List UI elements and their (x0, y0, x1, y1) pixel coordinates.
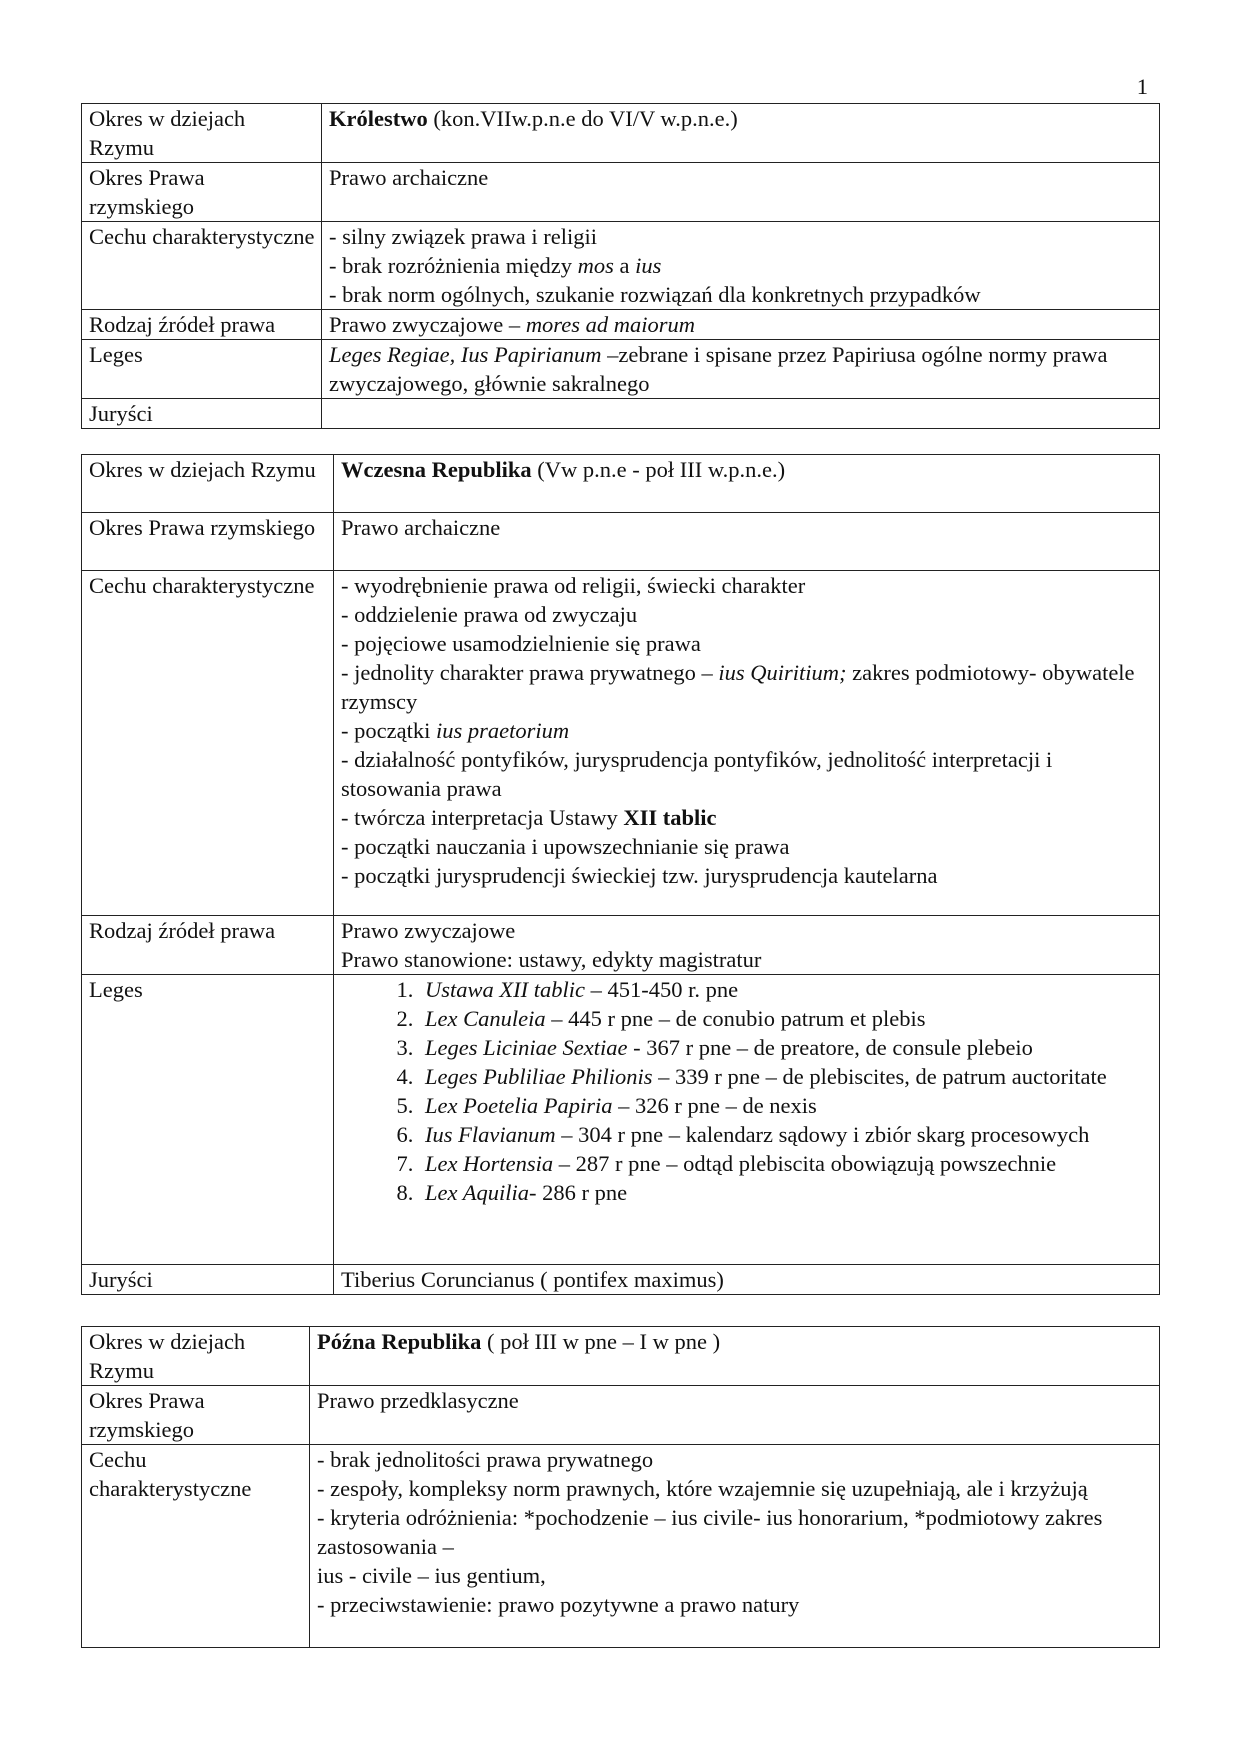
table-row (82, 513, 1160, 571)
list-item (419, 1149, 1153, 1178)
lex-details: – 339 r pne – de plebiscites, de patrum auctoritate (652, 1064, 1107, 1089)
text-line (329, 251, 1153, 280)
italic-text: mores ad maiorum (525, 312, 695, 337)
table-row (82, 222, 1160, 310)
table-row (82, 104, 1160, 163)
text-line (341, 803, 1153, 832)
text-segment: zakres podmiotowy- obywatele rzymscy (341, 660, 1135, 714)
period-title: Królestwo (329, 106, 428, 131)
text-line (341, 658, 1153, 716)
italic-text: ius (635, 253, 662, 278)
period-title-cell (310, 1327, 1160, 1386)
lex-name: Leges Publiliae Philionis (425, 1064, 653, 1089)
text-segment: - twórcza interpretacja Ustawy (341, 805, 624, 830)
text-line (341, 945, 1153, 974)
text-line (329, 310, 1153, 339)
text-segment: - wyodrębnienie prawa od religii, świecki charakter (341, 573, 806, 598)
page-number: 1 (1136, 74, 1148, 99)
text-segment: - zespoły, kompleksy norm prawnych, które wzajemnie się uzupełniają, ale i krzyżują (317, 1476, 1088, 1501)
jurists-value (322, 399, 1160, 429)
leges-list (341, 975, 1153, 1207)
law-period-value: Prawo archaiczne (322, 163, 1160, 222)
text-segment: –zebrane i spisane przez Papiriusa ogólne normy prawa zwyczajowego, głównie sakralnego (329, 342, 1108, 396)
period-table-early-republic (81, 454, 1160, 1295)
law-period-value: Prawo archaiczne (334, 513, 1160, 571)
list-item (419, 1033, 1153, 1062)
row-label: Leges (82, 340, 322, 399)
period-title-cell (334, 455, 1160, 513)
text-line (317, 1445, 1153, 1474)
jurists-value: Tiberius Coruncianus ( pontifex maximus) (334, 1265, 1160, 1295)
lex-name: Lex Poetelia Papiria (425, 1093, 613, 1118)
text-line (341, 745, 1153, 803)
text-segment: - początki jurysprudencji świeckiej tzw. jurysprudencja kautelarna (341, 863, 938, 888)
text-segment: - brak norm ogólnych, szukanie rozwiązań dla konkretnych przypadków (329, 282, 981, 307)
table-row (82, 455, 1160, 513)
table-row (82, 1386, 1160, 1445)
characteristics-cell (334, 571, 1160, 916)
list-item (419, 1004, 1153, 1033)
row-label: Cechu charakterystyczne (82, 222, 322, 310)
text-line (317, 1561, 1153, 1590)
text-segment: a (613, 253, 636, 278)
period-title-cell (322, 104, 1160, 163)
table-row (82, 399, 1160, 429)
text-segment: - początki (341, 718, 436, 743)
text-segment: Prawo zwyczajowe (341, 918, 516, 943)
text-segment: - brak rozróżnienia między (329, 253, 578, 278)
period-title: Wczesna Republika (341, 457, 532, 482)
text-segment: - silny związek prawa i religii (329, 224, 598, 249)
text-line (341, 629, 1153, 658)
table-row (82, 1327, 1160, 1386)
text-segment: Prawo stanowione: ustawy, edykty magistratur (341, 947, 762, 972)
italic-text: ius praetorium (435, 718, 570, 743)
text-line (341, 861, 1153, 890)
row-label: Rodzaj źródeł prawa (82, 310, 322, 340)
period-dates: (Vw p.n.e - poł III w.p.n.e.) (531, 457, 786, 482)
table-row (82, 975, 1160, 1265)
row-label: Okres w dziejach Rzymu (82, 104, 322, 163)
text-line (341, 832, 1153, 861)
period-table-late-republic (81, 1326, 1160, 1648)
characteristics-cell (322, 222, 1160, 310)
lex-name: Leges Liciniae Sextiae (425, 1035, 628, 1060)
lex-name: Lex Canuleia (425, 1006, 546, 1031)
period-dates: (kon.VIIw.p.n.e do VI/V w.p.n.e.) (427, 106, 738, 131)
row-label: Leges (82, 975, 334, 1265)
lex-name: Ustawa XII tablic (425, 977, 585, 1002)
text-line (317, 1590, 1153, 1619)
table-row (82, 916, 1160, 975)
text-segment: - działalność pontyfików, jurysprudencja pontyfików, jednolitość interpretacji i stosowania prawa (341, 747, 1053, 801)
italic-text: Leges Regiae, Ius Papirianum (329, 342, 602, 367)
row-label: Juryści (82, 399, 322, 429)
text-segment: - kryteria odróżnienia: *pochodzenie – ius civile- ius honorarium, *podmiotowy zakres zastosowania – (317, 1505, 1103, 1559)
list-item (419, 1178, 1153, 1207)
row-label: Okres w dziejach Rzymu (82, 1327, 310, 1386)
characteristics-cell (310, 1445, 1160, 1648)
text-segment: - brak jednolitości prawa prywatnego (317, 1447, 654, 1472)
table-row (82, 340, 1160, 399)
row-label: Okres Prawa rzymskiego (82, 513, 334, 571)
bold-text: XII tablic (623, 805, 717, 830)
italic-text: mos (577, 253, 614, 278)
text-line (329, 340, 1153, 398)
list-item (419, 975, 1153, 1004)
lex-name: Lex Aquilia (425, 1180, 529, 1205)
period-dates: ( poł III w pne – I w pne ) (481, 1329, 721, 1354)
lex-name: Ius Flavianum (425, 1122, 556, 1147)
list-item (419, 1062, 1153, 1091)
text-segment: - oddzielenie prawa od zwyczaju (341, 602, 638, 627)
lex-details: – 287 r pne – odtąd plebiscita obowiązują powszechnie (553, 1151, 1057, 1176)
text-segment: - pojęciowe usamodzielnienie się prawa (341, 631, 701, 656)
list-item (419, 1091, 1153, 1120)
period-title: Późna Republika (317, 1329, 482, 1354)
text-line (317, 1474, 1153, 1503)
text-line (341, 600, 1153, 629)
italic-text: ius Quiritium; (718, 660, 847, 685)
row-label: Okres w dziejach Rzymu (82, 455, 334, 513)
table-row (82, 1445, 1160, 1648)
text-line (341, 716, 1153, 745)
law-period-value: Prawo przedklasyczne (310, 1386, 1160, 1445)
text-segment: - jednolity charakter prawa prywatnego – (341, 660, 719, 685)
sources-cell (334, 916, 1160, 975)
list-item (419, 1120, 1153, 1149)
lex-details: - 367 r pne – de preatore, de consule plebeio (627, 1035, 1033, 1060)
text-line (317, 1503, 1153, 1561)
row-label: Cechu charakterystyczne (82, 571, 334, 916)
table-row (82, 310, 1160, 340)
row-label: Cechu charakterystyczne (82, 1445, 310, 1648)
table-row (82, 1265, 1160, 1295)
lex-name: Lex Hortensia (425, 1151, 554, 1176)
row-label: Okres Prawa rzymskiego (82, 1386, 310, 1445)
text-line (329, 222, 1153, 251)
table-row (82, 571, 1160, 916)
text-line (341, 916, 1153, 945)
sources-cell (322, 310, 1160, 340)
text-segment: - przeciwstawienie: prawo pozytywne a prawo natury (317, 1592, 800, 1617)
leges-cell (334, 975, 1160, 1265)
text-segment: ius - civile – ius gentium, (317, 1563, 546, 1588)
row-label: Rodzaj źródeł prawa (82, 916, 334, 975)
period-table-kingdom (81, 103, 1160, 429)
table-row (82, 163, 1160, 222)
row-label: Okres Prawa rzymskiego (82, 163, 322, 222)
text-line (329, 280, 1153, 309)
text-segment: Prawo zwyczajowe – (329, 312, 526, 337)
lex-details: – 445 r pne – de conubio patrum et plebis (545, 1006, 926, 1031)
lex-details: - 286 r pne (528, 1180, 628, 1205)
leges-cell (322, 340, 1160, 399)
lex-details: – 326 r pne – de nexis (612, 1093, 817, 1118)
lex-details: – 304 r pne – kalendarz sądowy i zbiór skarg procesowych (555, 1122, 1090, 1147)
text-segment: - początki nauczania i upowszechnianie się prawa (341, 834, 790, 859)
lex-details: – 451-450 r. pne (584, 977, 739, 1002)
row-label: Juryści (82, 1265, 334, 1295)
text-line (341, 571, 1153, 600)
